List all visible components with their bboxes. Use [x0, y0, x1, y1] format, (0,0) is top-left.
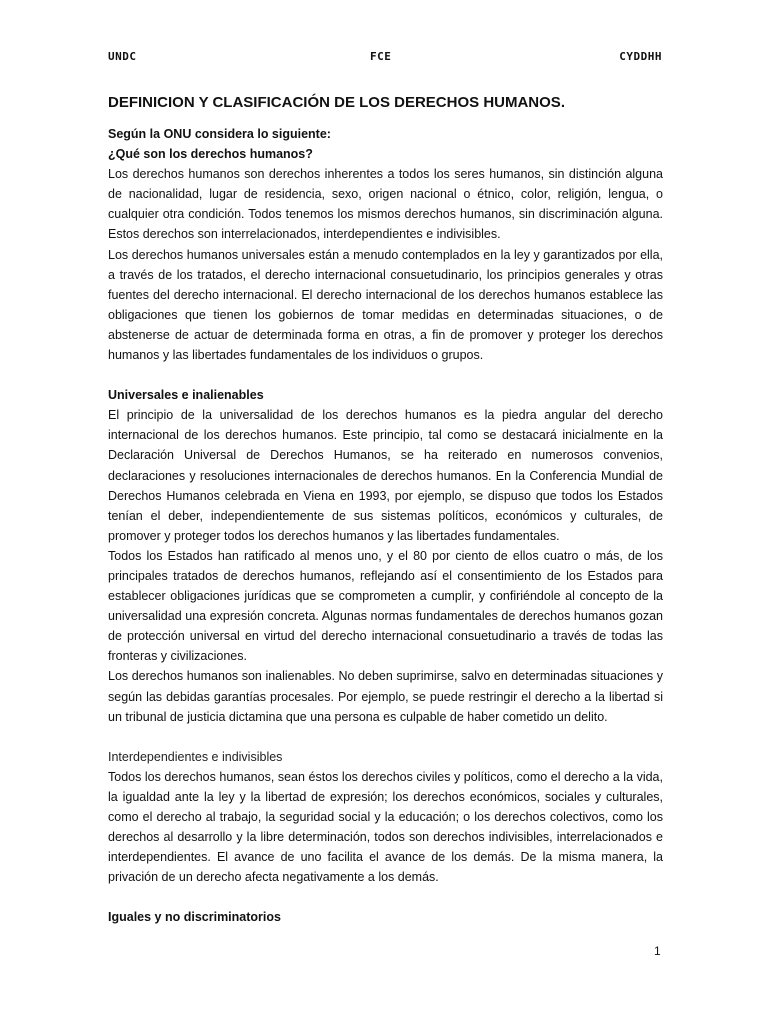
paragraph: Los derechos humanos universales están a menudo contemplados en la ley y garantizados por ella, a través de los tratados, el derecho internacional consuetudinario, los principios generales y otras fuentes del derecho internacional. El derecho internacional de los derechos humanos establece las obligaciones que tienen los gobiernos de tomar medidas en determinadas situaciones, o de abstenerse de actuar de determinada forma en otras, a fin de promover y proteger los derechos humanos y las libertades fundamentales de los individuos o grupos.: [108, 247, 663, 363]
paragraph: El principio de la universalidad de los derechos humanos es la piedra angular del derecho internacional de los derechos humanos. Este principio, tal como se destacará inicialmente en la Declaración Universal de Derechos Humanos, se ha reiterado en numerosos convenios, declaraciones y resoluciones internacionales de derechos humanos. En la Conferencia Mundial de Derechos Humanos celebrada en Viena en 1993, por ejemplo, se dispuso que todos los Estados tenían el deber, independientemente de sus sistemas políticos, económicos y culturales, de promover y proteger todos los derechos humanos y las libertades fundamentales.: [108, 408, 663, 543]
paragraph: Todos los derechos humanos, sean éstos los derechos civiles y políticos, como el derecho a la vida, la igualdad ante la ley y la libertad de expresión; los derechos económicos, sociales y culturales, como el derecho al trabajo, la seguridad social y la educación; o los derechos colectivos, como los derechos al desarrollo y la libre determinación, todos son derechos indivisibles, interrelacionados e interdependientes. El avance de uno facilita el avance de los demás. De la misma manera, la privación de un derecho afecta negativamente a los demás.: [108, 769, 663, 885]
spacer: [108, 727, 663, 747]
header-center-text: FCE: [370, 50, 392, 63]
header-right-text: CYDDHH: [619, 50, 662, 63]
header-left-text: UNDC: [108, 50, 137, 63]
paragraph: Los derechos humanos son derechos inherentes a todos los seres humanos, sin distinción alguna de nacionalidad, lugar de residencia, sexo, origen nacional o étnico, color, religión, lengua, o cualquier otra condición. Todos tenemos los mismos derechos humanos, sin discriminación alguna. Estos derechos son interrelacionados, interdependientes e indivisibles.: [108, 167, 663, 242]
section-heading-interdependientes: Interdependientes e indivisibles: [108, 749, 283, 764]
section-heading-universales: Universales e inalienables: [108, 388, 264, 403]
spacer: [108, 887, 663, 907]
page-number: 1: [654, 944, 661, 958]
paragraph: Todos los Estados han ratificado al menos uno, y el 80 por ciento de ellos cuatro o más, de los principales tratados de derechos humanos, reflejando así el consentimiento de los Estados para establecer obligaciones jurídicas que se comprometen a cumplir, y confiriéndole al concepto de la universalidad una expresión concreta. Algunas normas fundamentales de derechos humanos gozan de protección universal en virtud del derecho internacional consuetudinario a través de todas las fronteras y civilizaciones.: [108, 548, 663, 664]
document-title: DEFINICION Y CLASIFICACIÓN DE LOS DERECHOS HUMANOS.: [108, 94, 565, 111]
intro-line-2: ¿Qué son los derechos humanos?: [108, 147, 313, 162]
page-header: [108, 50, 662, 66]
paragraph: Los derechos humanos son inalienables. No deben suprimirse, salvo en determinadas situaciones y según las debidas garantías procesales. Por ejemplo, se puede restringir el derecho a la libertad si un tribunal de justicia dictamina que una persona es culpable de haber cometido un delito.: [108, 669, 663, 724]
intro-line-1: Según la ONU considera lo siguiente:: [108, 127, 331, 141]
section-heading-iguales: Iguales y no discriminatorios: [108, 910, 281, 925]
spacer: [108, 365, 663, 385]
document-body: [108, 124, 663, 927]
